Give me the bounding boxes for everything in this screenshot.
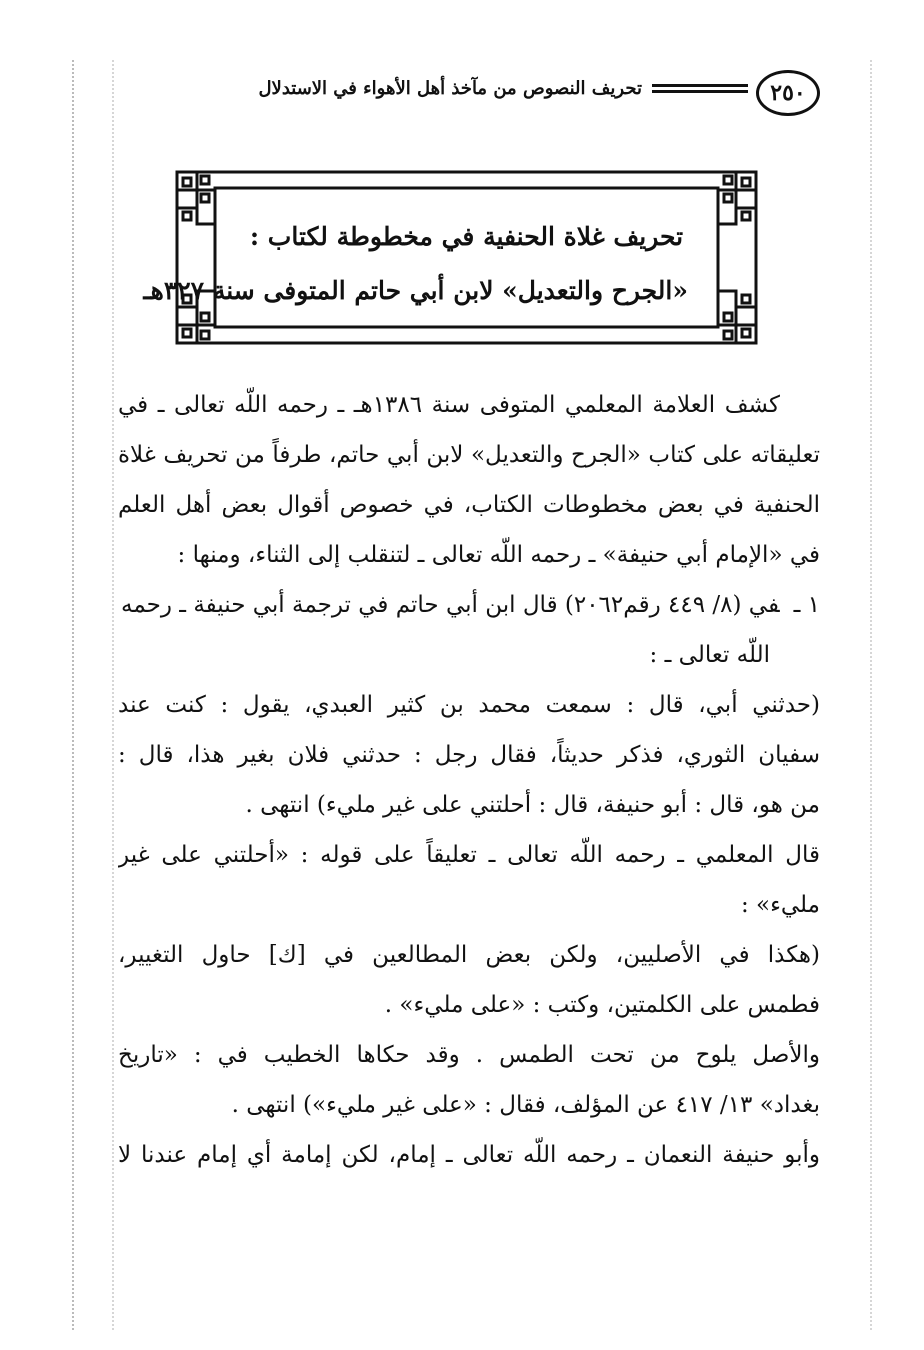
list-item-line — [118, 580, 820, 630]
text-line: كشف العلامة المعلمي المتوفى سنة ١٣٨٦هـ ـ رحمه اللّه تعالى ـ في — [118, 392, 781, 418]
list-number: ١ ـ — [793, 592, 820, 618]
text-line: في (٨/ ٤٤٩ رقم٢٠٦٢) قال ابن أبي حاتم في ترجمة أبي حنيفة ـ رحمه — [121, 592, 780, 618]
scan-artifact — [870, 60, 872, 1330]
text-line: سفيان الثوري، فذكر حديثاً، فقال رجل : حدثني فلان بغير هذا، قال : — [118, 742, 820, 768]
text-line: قال المعلمي ـ رحمه اللّه تعالى ـ تعليقاً على قوله : «أحلتني على غير — [118, 842, 820, 868]
text-line: والأصل يلوح من تحت الطمس . وقد حكاها الخطيب في : «تاريخ — [118, 1042, 820, 1068]
section-title-line: «الجرح والتعديل» لابن أبي حاتم المتوفى سنة ٣٢٧هـ — [143, 276, 688, 305]
section-title — [143, 210, 688, 318]
text-line: من هو، قال : أبو حنيفة، قال : أحلتني على غير مليء) انتهى . — [245, 792, 820, 818]
section-title-frame — [143, 170, 758, 345]
page-number: ٢٥٠ — [756, 70, 820, 116]
text-line: تعليقاته على كتاب «الجرح والتعديل» لابن أبي حاتم، طرفاً من تحريف غلاة — [118, 442, 820, 468]
header-rule — [652, 84, 748, 98]
scan-artifact — [72, 60, 74, 1330]
running-title: تحريف النصوص من مآخذ أهل الأهواء في الاستدلال — [258, 78, 642, 99]
text-line: فطمس على الكلمتين، وكتب : «على مليء» . — [384, 992, 820, 1018]
text-line: بغداد» ١٣/ ٤١٧ عن المؤلف، فقال : «على غير مليء») انتهى . — [231, 1092, 820, 1118]
scan-artifact — [112, 60, 114, 1330]
page-header — [118, 70, 820, 114]
text-line: مليء» : — [740, 892, 820, 918]
text-line: (حدثني أبي، قال : سمعت محمد بن كثير العبدي، يقول : كنت عند — [118, 692, 820, 718]
text-line: الحنفية في بعض مخطوطات الكتاب، في خصوص أقوال بعض أهل العلم — [118, 492, 820, 518]
text-line: في «الإمام أبي حنيفة» ـ رحمه اللّه تعالى ـ لتنقلب إلى الثناء، ومنها : — [177, 542, 820, 568]
text-line: اللّه تعالى ـ : — [649, 642, 770, 668]
body-text — [118, 380, 820, 1180]
text-line: (هكذا في الأصليين، ولكن بعض المطالعين في [ك] حاول التغيير، — [118, 942, 820, 968]
text-line: وأبو حنيفة النعمان ـ رحمه اللّه تعالى ـ إمام، لكن إمامة أي إمام عندنا لا — [118, 1142, 820, 1168]
section-title-line: تحريف غلاة الحنفية في مخطوطة لكتاب : — [249, 222, 684, 251]
